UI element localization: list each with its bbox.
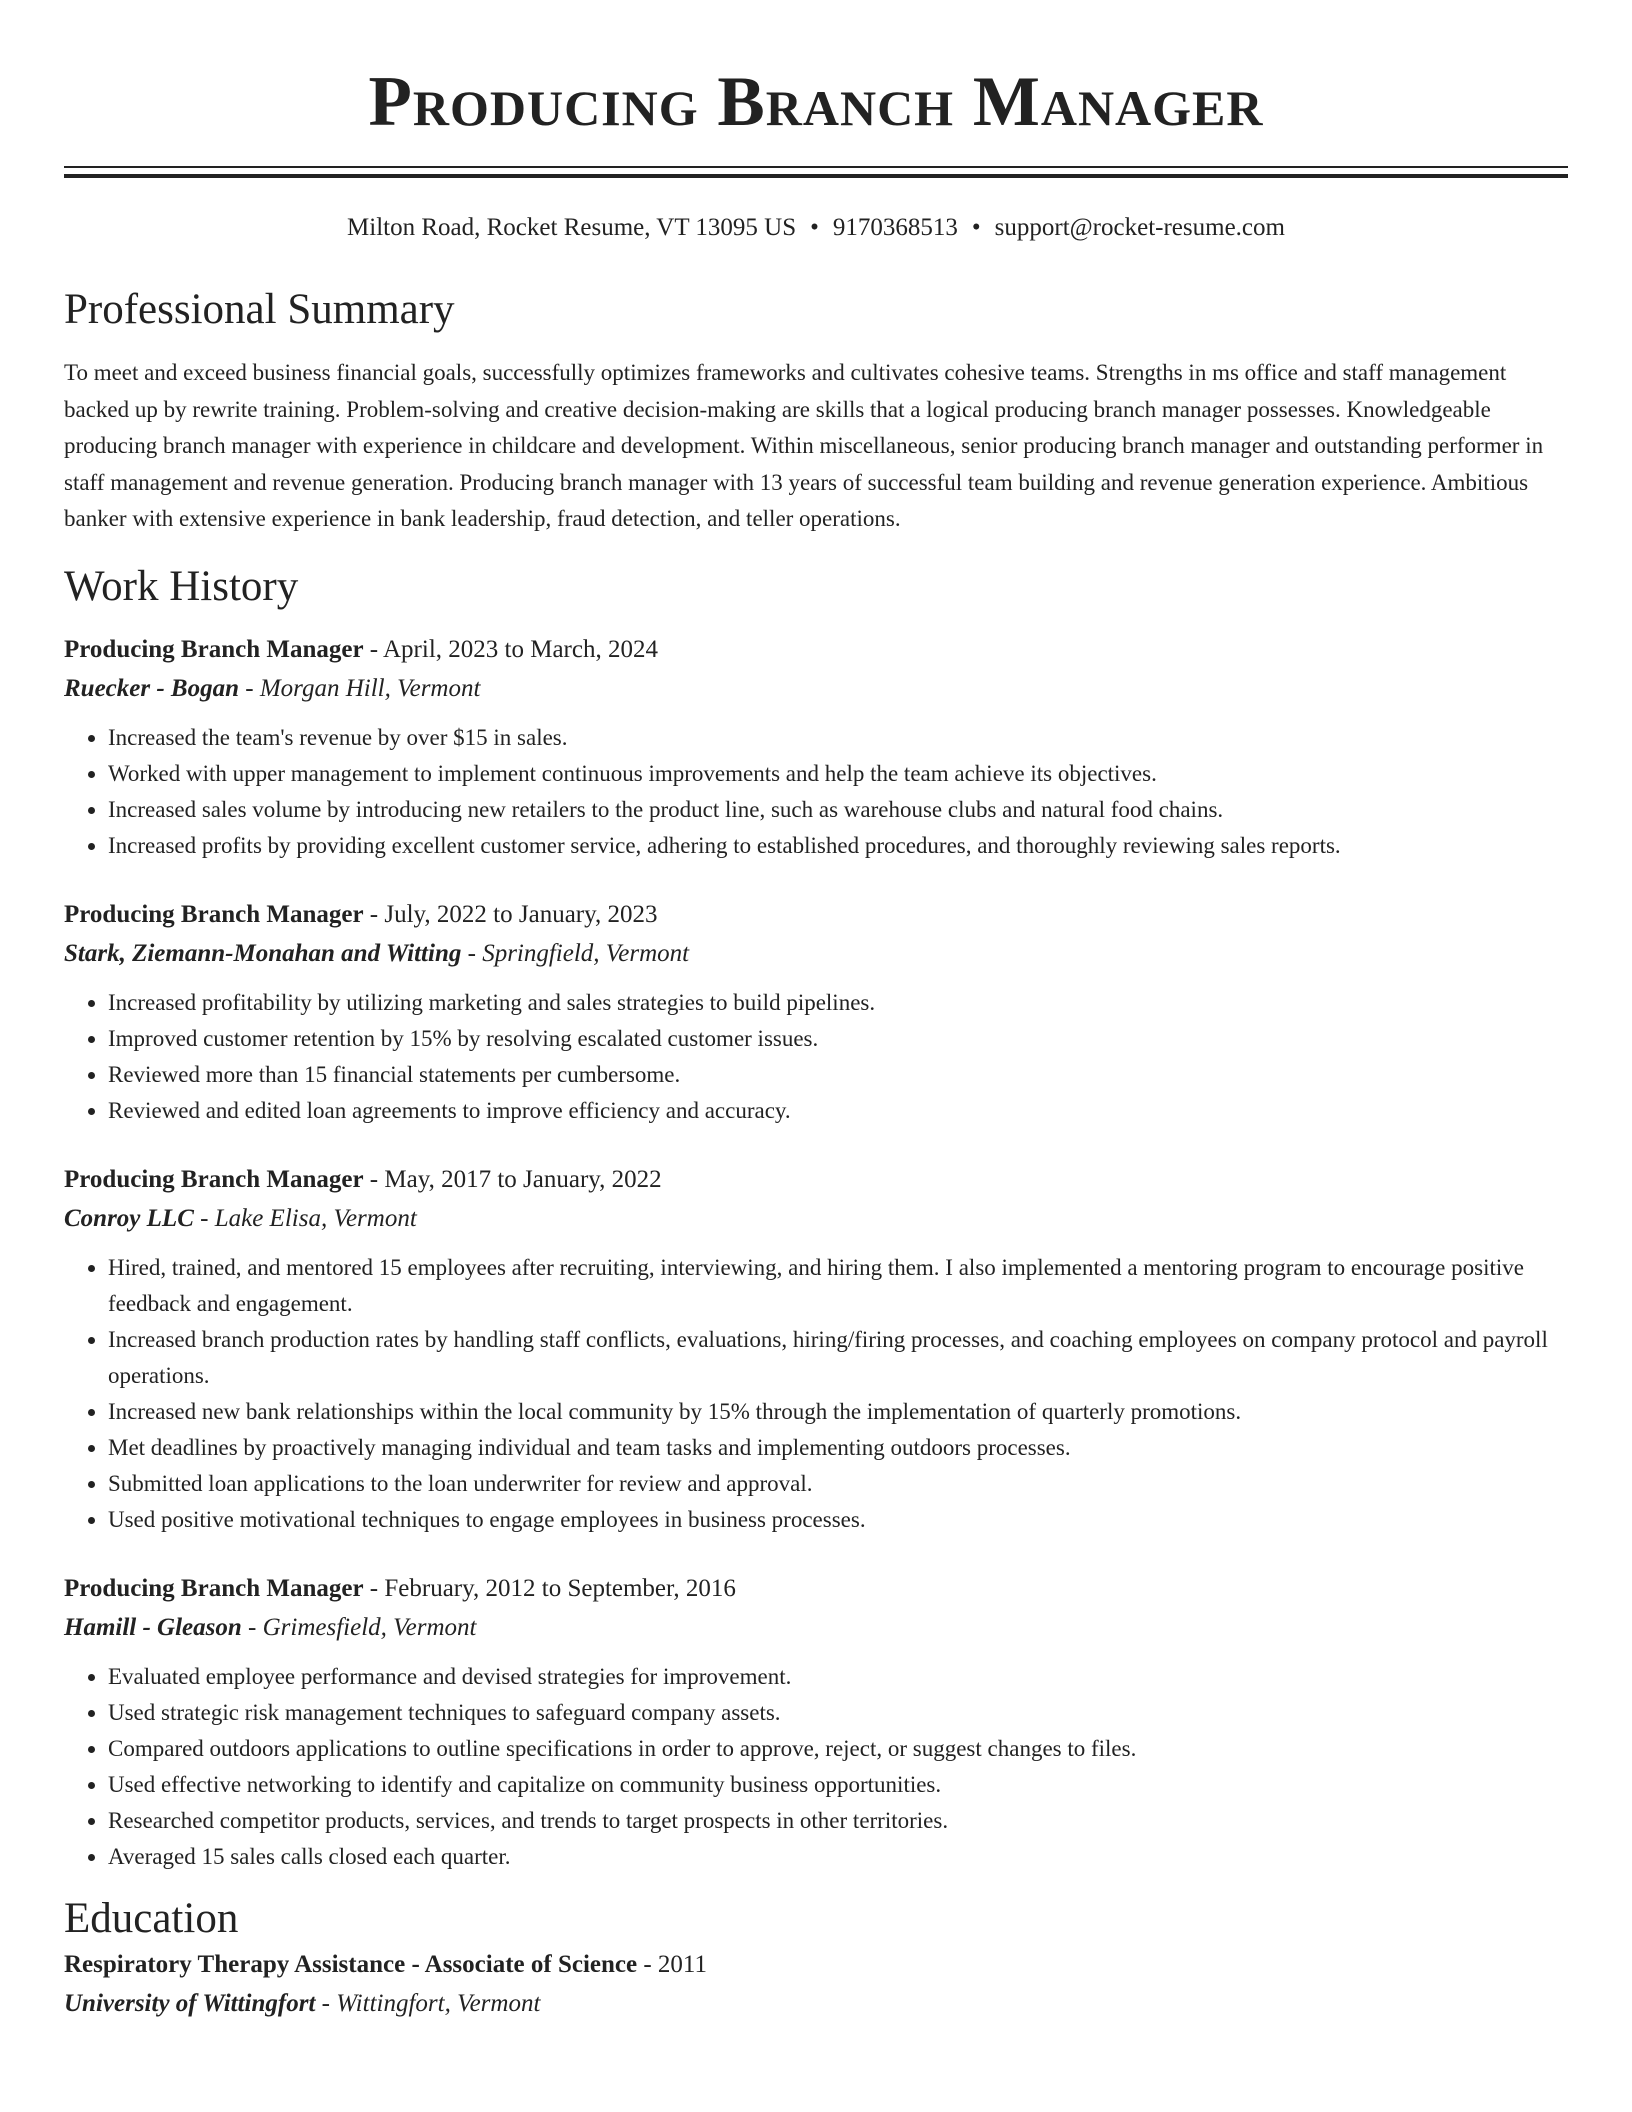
job-entry [64, 896, 1568, 1129]
job-company-line: Conroy LLC - Lake Elisa, Vermont [64, 1204, 417, 1232]
job-bullet: • Increased profits by providing excellent customer service, adhering to established procedures, and thoroughly reviewing sales reports. [108, 828, 1568, 864]
job-entry [64, 1570, 1568, 1875]
job-bullet: • Averaged 15 sales calls closed each quarter. [108, 1839, 1568, 1875]
education-location: Wittingfort, Vermont [336, 1989, 541, 2017]
job-bullet: • Worked with upper management to implement continuous improvements and help the team achieve its objectives. [108, 756, 1568, 792]
education-school-line: University of Wittingfort - Wittingfort, Vermont [64, 1989, 541, 2017]
job-bullet: • Hired, trained, and mentored 15 employees after recruiting, interviewing, and hiring them. I also implemented a mentoring program to encourage positive feedback and engagement. [108, 1250, 1568, 1322]
contact-separator: • [971, 214, 981, 241]
job-company-line: Ruecker - Bogan - Morgan Hill, Vermont [64, 674, 481, 702]
job-bullet: • Submitted loan applications to the loan underwriter for review and approval. [108, 1466, 1568, 1502]
contact-separator: • [810, 214, 819, 241]
job-title-line: Producing Branch Manager - July, 2022 to January, 2023 [64, 900, 658, 928]
job-title: Producing Branch Manager [64, 1574, 364, 1602]
job-bullet: • Reviewed and edited loan agreements to improve efficiency and accuracy. [108, 1093, 1568, 1129]
job-title-line: Producing Branch Manager - May, 2017 to January, 2022 [64, 1165, 662, 1193]
job-bullet: • Increased branch production rates by handling staff conflicts, evaluations, hiring/firing processes, and coaching employees on company protocol and payroll operations. [108, 1322, 1568, 1394]
education-heading: Education [64, 1894, 239, 1942]
job-title-line: Producing Branch Manager - February, 2012 to September, 2016 [64, 1574, 736, 1602]
job-company-line: Stark, Ziemann-Monahan and Witting - Springfield, Vermont [64, 939, 690, 967]
job-location: Springfield, Vermont [482, 939, 690, 967]
job-bullet: • Used strategic risk management techniques to safeguard company assets. [108, 1695, 1568, 1731]
divider-thick-line [64, 174, 1568, 178]
job-location: Grimesfield, Vermont [262, 1613, 477, 1641]
job-bullet: • Used effective networking to identify and capitalize on community business opportunities. [108, 1767, 1568, 1803]
job-bullet: • Evaluated employee performance and devised strategies for improvement. [108, 1659, 1568, 1695]
job-bullet: • Increased sales volume by introducing new retailers to the product line, such as warehouse clubs and natural food chains. [108, 792, 1568, 828]
contact-email: support@rocket-resume.com [994, 214, 1285, 241]
summary-heading: Professional Summary [64, 286, 455, 333]
work-history-heading: Work History [64, 562, 299, 610]
job-bullet: • Compared outdoors applications to outline specifications in order to approve, reject, or suggest changes to files. [108, 1731, 1568, 1767]
job-bullet-list [64, 985, 1568, 1129]
job-title: Producing Branch Manager [64, 900, 364, 928]
job-bullet-list [64, 1659, 1568, 1875]
job-bullet: • Improved customer retention by 15% by resolving escalated customer issues. [108, 1021, 1568, 1057]
summary-text: To meet and exceed business financial goals, successfully optimizes frameworks and cultivates cohesive teams. Strengths in ms office and staff management backed up by rewrite training. Problem-solving and creative decision-making are skills that a logical producing branch manager possesses. Knowledgeable producing branch manager with experience in childcare and development. Within miscellaneous, senior producing branch manager and outstanding performer in staff management and revenue generation. Producing branch manager with 13 years of successful team building and revenue generation experience. Ambitious banker with extensive experience in bank leadership, fraud detection, and teller operations. [64, 360, 1544, 531]
education-degree: Respiratory Therapy Assistance - Associate of Science [64, 1950, 638, 1978]
job-bullet-list [64, 1250, 1568, 1538]
job-bullet: • Increased the team's revenue by over $15 in sales. [108, 720, 1568, 756]
job-bullet: • Reviewed more than 15 financial statements per cumbersome. [108, 1057, 1568, 1093]
job-entry [64, 631, 1568, 864]
education-degree-line: Respiratory Therapy Assistance - Associate of Science - 2011 [64, 1950, 707, 1978]
job-dates: July, 2022 to January, 2023 [384, 900, 658, 928]
education-school: University of Wittingfort [64, 1989, 316, 2017]
job-company: Stark, Ziemann-Monahan and Witting [64, 939, 462, 967]
contact-line [64, 212, 1568, 244]
education-year: 2011 [657, 1950, 707, 1978]
job-bullet-list [64, 720, 1568, 864]
job-title: Producing Branch Manager [64, 1165, 364, 1193]
job-bullet: • Used positive motivational techniques to engage employees in business processes. [108, 1502, 1568, 1538]
job-dates: February, 2012 to September, 2016 [384, 1574, 736, 1602]
job-company-line: Hamill - Gleason - Grimesfield, Vermont [64, 1613, 477, 1641]
resume-title: Producing Branch Manager [368, 63, 1264, 141]
job-company: Conroy LLC [64, 1204, 194, 1232]
job-bullet: • Increased new bank relationships within the local community by 15% through the implementation of quarterly promotions. [108, 1394, 1568, 1430]
job-dates: May, 2017 to January, 2022 [384, 1165, 662, 1193]
contact-phone: 9170368513 [832, 214, 958, 241]
job-location: Morgan Hill, Vermont [259, 674, 481, 702]
job-title: Producing Branch Manager [64, 635, 364, 663]
work-history-list [64, 631, 1568, 1875]
job-entry [64, 1161, 1568, 1538]
contact-address: Milton Road, Rocket Resume, VT 13095 US [347, 214, 797, 241]
job-bullet: • Increased profitability by utilizing marketing and sales strategies to build pipelines. [108, 985, 1568, 1021]
job-bullet: • Researched competitor products, services, and trends to target prospects in other territories. [108, 1803, 1568, 1839]
job-company: Ruecker - Bogan [64, 674, 239, 702]
job-company: Hamill - Gleason [64, 1613, 242, 1641]
job-dates: April, 2023 to March, 2024 [383, 635, 658, 663]
job-location: Lake Elisa, Vermont [214, 1204, 417, 1232]
job-bullet: • Met deadlines by proactively managing individual and team tasks and implementing outdoors processes. [108, 1430, 1568, 1466]
job-title-line: Producing Branch Manager - April, 2023 to March, 2024 [64, 635, 658, 663]
title-divider [64, 166, 1568, 178]
